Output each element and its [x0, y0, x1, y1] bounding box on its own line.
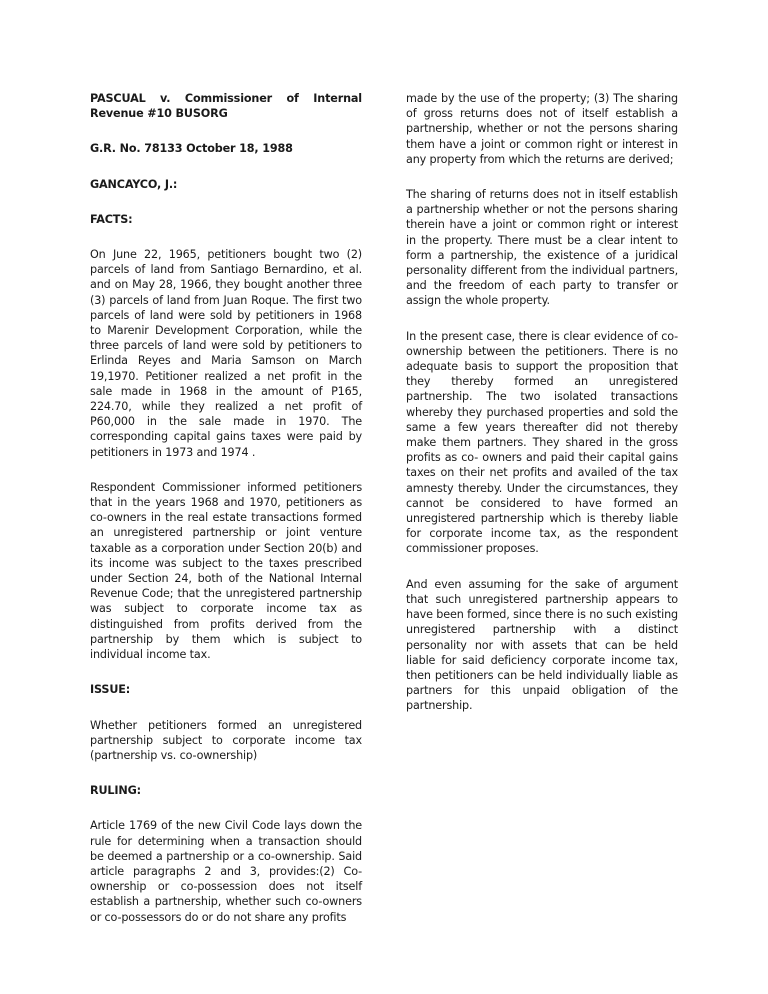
left-column: [90, 91, 362, 945]
ruling-heading: RULING:: [90, 784, 141, 798]
facts-heading: FACTS:: [90, 212, 133, 226]
ponente: GANCAYCO, J.:: [90, 177, 178, 191]
ruling-paragraph-1b: made by the use of the property; (3) The sharing of gross returns does not of itself establish a partnership, whether or not the persons sharing them have a joint or common right or interest in any property from which the returns are derived;: [406, 92, 678, 166]
facts-paragraph-2: Respondent Commissioner informed petitioners that in the years 1968 and 1970, petitioners as co-owners in the real estate transactions formed an unregistered partnership or joint venture taxable as a corporation under Section 20(b) and its income was subject to the taxes prescribed under Section 24, both of the National Internal Revenue Code; that the unregistered partnership was subject to corporate income tax as distinguished from profits derived from the partnership by them which is subject to individual income tax.: [90, 480, 362, 662]
ruling-paragraph-1a: Article 1769 of the new Civil Code lays down the rule for determining when a transaction should be deemed a partnership or a co-ownership. Said article paragraphs 2 and 3, provides:(2) Co-ownership or co-possession does not itself establish a partnership, whether such co-owners or co-possessors do or do not share any profits: [90, 819, 362, 924]
ruling-paragraph-3: In the present case, there is clear evidence of co-ownership between the petitioners. There is no adequate basis to support the proposition that they thereby formed an unregistered partnership. The two isolated transactions whereby they purchased properties and sold the same a few years thereafter did not thereby make them partners. They shared in the gross profits as co- owners and paid their capital gains taxes on their net profits and availed of the tax amnesty thereby. Under the circumstances, they cannot be considered to have formed an unregistered partnership which is thereby liable for corporate income tax, as the respondent commissioner proposes.: [406, 329, 678, 556]
right-column: [406, 91, 678, 734]
gr-number: G.R. No. 78133 October 18, 1988: [90, 142, 293, 156]
issue-heading: ISSUE:: [90, 683, 131, 697]
facts-paragraph-1: On June 22, 1965, petitioners bought two (2) parcels of land from Santiago Bernardino, et al. and on May 28, 1966, they bought another three (3) parcels of land from Juan Roque. The first two parcels of land were sold by petitioners in 1968 to Marenir Development Corporation, while the three parcels of land were sold by petitioners to Erlinda Reyes and Maria Samson on March 19,1970. Petitioner realized a net profit in the sale made in 1968 in the amount of P165, 224.70, while they realized a net profit of P60,000 in the sale made in 1970. The corresponding capital gains taxes were paid by petitioners in 1973 and 1974 .: [90, 248, 362, 459]
ruling-paragraph-2: The sharing of returns does not in itself establish a partnership whether or not the persons sharing therein have a joint or common right or interest in the property. There must be a clear intent to form a partnership, the existence of a juridical personality different from the individual partners, and the freedom of each party to transfer or assign the whole property.: [406, 188, 678, 308]
issue-paragraph: Whether petitioners formed an unregistered partnership subject to corporate income tax (partnership vs. co-ownership): [90, 718, 362, 762]
case-title: PASCUAL v. Commissioner of Internal Revenue #10 BUSORG: [90, 92, 362, 121]
ruling-paragraph-4: And even assuming for the sake of argument that such unregistered partnership appears to have been formed, since there is no such existing unregistered partnership with a distinct personality nor with assets that can be held liable for said deficiency corporate income tax, then petitioners can be held individually liable as partners for this unpaid obligation of the partnership.: [406, 577, 678, 713]
